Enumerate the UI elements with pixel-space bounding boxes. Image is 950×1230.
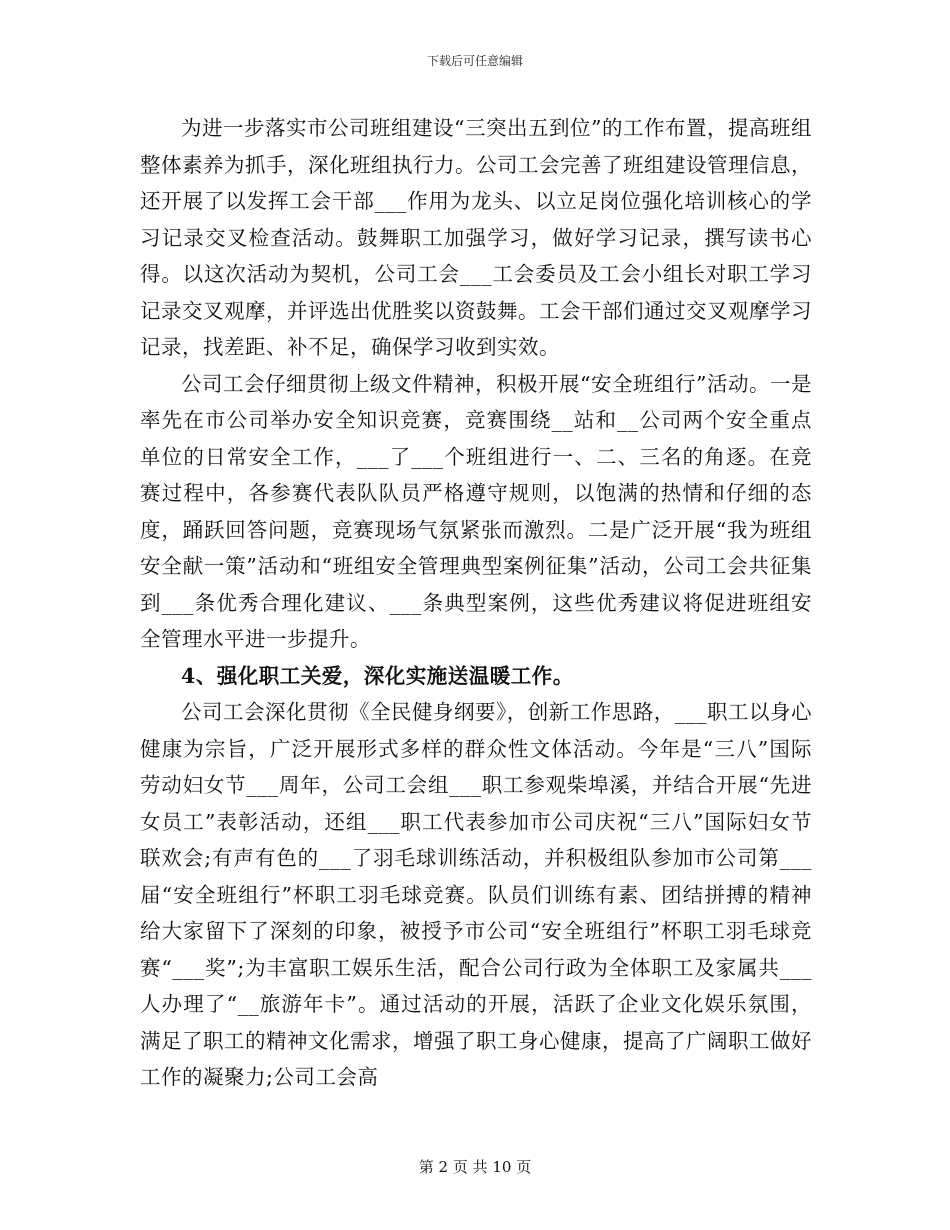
page-header: 下载后可任意编辑 — [426, 54, 523, 68]
paragraph-2: 公司工会仔细贯彻上级文件精神，积极开展“安全班组行”活动。一是率先在市公司举办安全知识竞赛，竞赛围绕__站和__公司两个安全重点单位的日常安全工作，___了___个班组进行一、二、三名的角逐。在竞赛过程中，各参赛代表队队员严格遵守规则，以饱满的热情和仔细的态度，踊跃回答问题，竞赛现场气氛紧张而激烈。二是广泛开展“我为班组安全献一策”活动和“班组安全管理典型案例征集”活动，公司工会共征集到___条优秀合理化建议、___条典型案例，这些优秀建议将促进班组安全管理水平进一步提升。 — [140, 371, 812, 651]
document-body — [140, 110, 812, 1096]
section-heading: 4、强化职工关爱，深化实施送温暖工作。 — [181, 663, 574, 688]
paragraph-3: 公司工会深化贯彻《全民健身纲要》，创新工作思路，___职工以身心健康为宗旨，广泛开展形式多样的群众性文体活动。今年是“三八”国际劳动妇女节___周年，公司工会组___职工参观柴埠溪，并结合开展“先进女员工”表彰活动，还组___职工代表参加市公司庆祝“三八”国际妇女节联欢会;有声有色的___了羽毛球训练活动，并积极组队参加市公司第___届“安全班组行”杯职工羽毛球竞赛。队员们训练有素、团结拼搏的精神给大家留下了深刻的印象，被授予市公司“安全班组行”杯职工羽毛球竞赛“___奖”;为丰富职工娱乐生活，配合公司行政为全体职工及家属共___人办理了“__旅游年卡”。通过活动的开展，活跃了企业文化娱乐氛围，满足了职工的精神文化需求，增强了职工身心健康，提高了广阔职工做好工作的凝聚力;公司工会高 — [140, 700, 812, 1089]
paragraph-1: 为进一步落实市公司班组建设“三突出五到位”的工作布置，提高班组整体素养为抓手，深化班组执行力。公司工会完善了班组建设管理信息，还开展了以发挥工会干部___作用为龙头、以立足岗位强化培训核心的学习记录交叉检查活动。鼓舞职工加强学习，做好学习记录，撰写读书心得。以这次活动为契机，公司工会___工会委员及工会小组长对职工学习记录交叉观摩，并评选出优胜奖以资鼓舞。工会干部们通过交叉观摩学习记录，找差距、补不足，确保学习收到实效。 — [140, 116, 812, 359]
page-footer: 第 2 页 共 10 页 — [418, 1158, 532, 1176]
